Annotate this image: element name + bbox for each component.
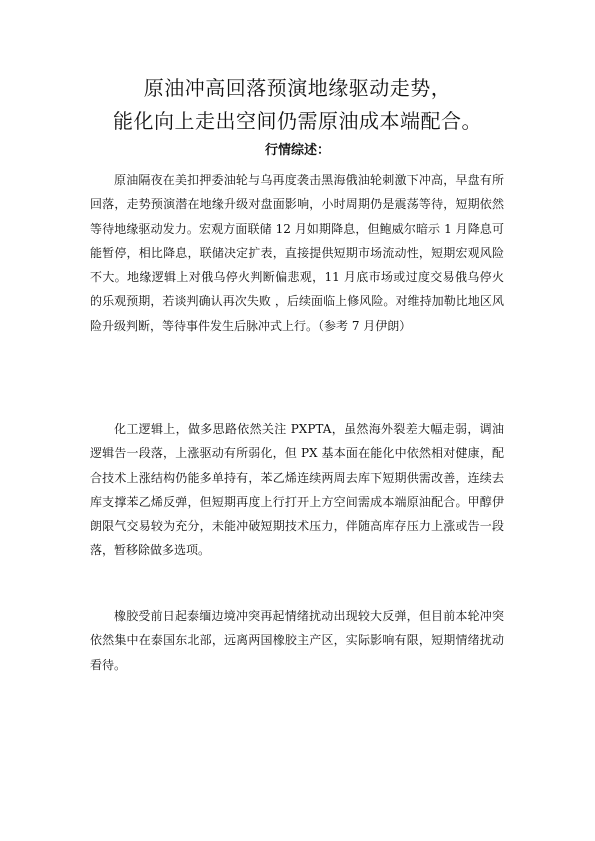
section-heading: 行情综述： [264,143,330,158]
paragraph-rubber: 橡胶受前日起泰缅边境冲突再起情绪扰动出现较大反弹，但目前本轮冲突依然集中在泰国东北部，远离两国橡胶主产区，实际影响有限，短期情绪扰动看待。 [90,609,504,672]
paragraph-crude-oil: 原油隔夜在美扣押委油轮与乌再度袭击黑海俄油轮刺激下冲高，早盘有所回落，走势预演潜在地缘升级对盘面影响，小时周期仍是震荡等待，短期依然等待地缘驱动发力。宏观方面联储 12 月如期降息，但鲍威尔暗示 1 月降息可能暂停，相比降息，联储决定扩表，直接提供短期市场流动性，短期宏观风险不大。地缘逻辑上对俄乌停火判断偏悲观，11 月底市场或过度交易俄乌停火的乐观预期，若谈判确认再次失败 ，后续面临上修风险。对维持加勒比地区风险升级判断，等待事件发生后脉冲式上行。（参考 7 月伊朗） [90,173,504,333]
document-title-line-1: 原油冲高回落预演地缘驱动走势， [143,76,452,100]
document-title-line-2: 能化向上走出空间仍需原油成本端配合。 [113,109,482,133]
paragraph-chemicals: 化工逻辑上，做多思路依然关注 PXPTA，虽然海外裂差大幅走弱，调油逻辑告一段落，上涨驱动有所弱化，但 PX 基本面在能化中依然相对健康，配合技术上涨结构仍能多单持有，苯乙烯连续两周去库下短期供需改善，连续去库支撑苯乙烯反弹，但短期再度上行打开上方空间需成本端原油配合。甲醇伊朗限气交易较为充分，未能冲破短期技术压力，伴随高库存压力上涨或告一段落，暂移除做多选项。 [90,422,504,558]
